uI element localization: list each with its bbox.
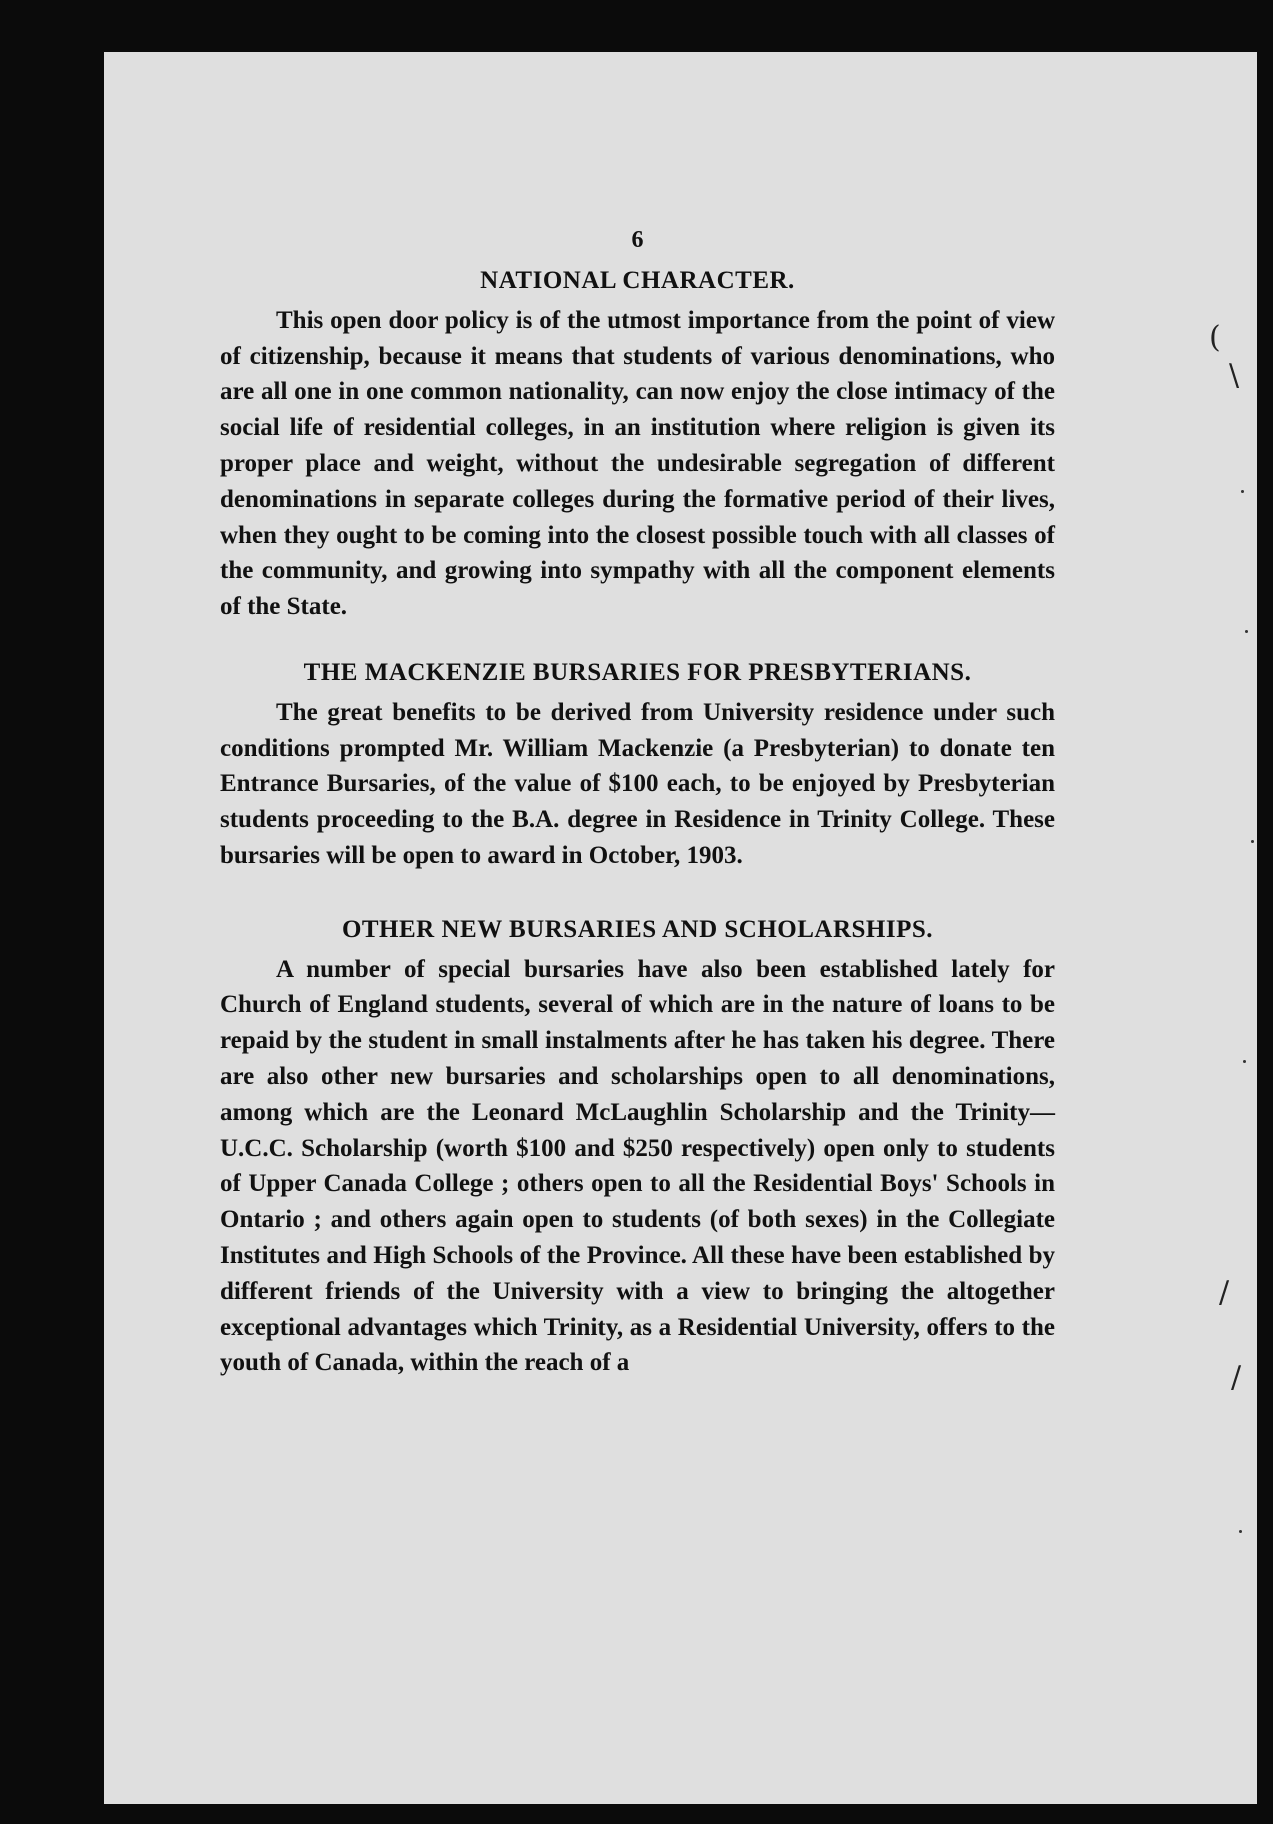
section-heading-other-bursaries: OTHER NEW BURSARIES AND SCHOLARSHIPS. [341,915,934,943]
section-heading-national-character: NATIONAL CHARACTER. [480,267,795,294]
section-paragraph-national-character: This open door policy is of the utmost importance from the point of view of citizenship, because it means that students of various denominations, who are all one in one common nationality, can now enjoy the close intimacy of the social life of residential colleges, in an institution where religion is given its proper place and weight, without the undesirable segregation of different denominations in separate colleges during the formative period of their lives, when they ought to be coming into the closest possible touch with all classes of the community, and growing into sympathy with all the component elements of the State. [220,306,1055,621]
page-number: 6 [631,227,644,253]
margin-bracket-mark: / [1219,1275,1230,1310]
margin-dot [1243,1060,1246,1063]
margin-scan-artifacts [1205,300,1255,1700]
margin-dot [1245,630,1248,633]
margin-dot [1239,1530,1242,1533]
section-paragraph-other-bursaries: A number of special bursaries have also been established lately for Church of England students, several of which are in the nature of loans to be repaid by the student in small instalments after he has taken his degree. There are also other new bursaries and scholarships open to all denominations, among which are the Leonard McLaughlin Scholarship and the Trinity—U.C.C. Scholarship (worth $100 and $250 respectively) open only to students of Upper Canada College ; others open to all the Residential Boys' Schools in Ontario ; and others again open to students (of both sexes) in the Collegiate Institutes and High Schools of the Province. All these have been established by different friends of the University with a view to bringing the altogether exceptional advantages which Trinity, as a Residential University, offers to the youth of Canada, within the reach of a [220,955,1055,1377]
margin-bracket-mark: ( [1209,320,1221,355]
section-paragraph-mackenzie-bursaries: The great benefits to be derived from University residence under such conditions prompted Mr. William Mackenzie (a Presbyterian) to donate ten Entrance Bursaries, of the value of $100 each, to be enjoyed by Presbyterian students proceeding to the B.A. degree in Residence in Trinity College. These bursaries will be open to award in October, 1903. [220,698,1055,869]
section-heading-mackenzie-bursaries: THE MACKENZIE BURSARIES FOR PRESBYTERIANS. [303,658,972,686]
margin-dot [1251,840,1254,843]
margin-bracket-mark: / [1231,1360,1242,1395]
margin-bracket-mark: \ [1229,358,1240,393]
margin-dot [1241,490,1244,493]
page-text [220,223,1055,1381]
